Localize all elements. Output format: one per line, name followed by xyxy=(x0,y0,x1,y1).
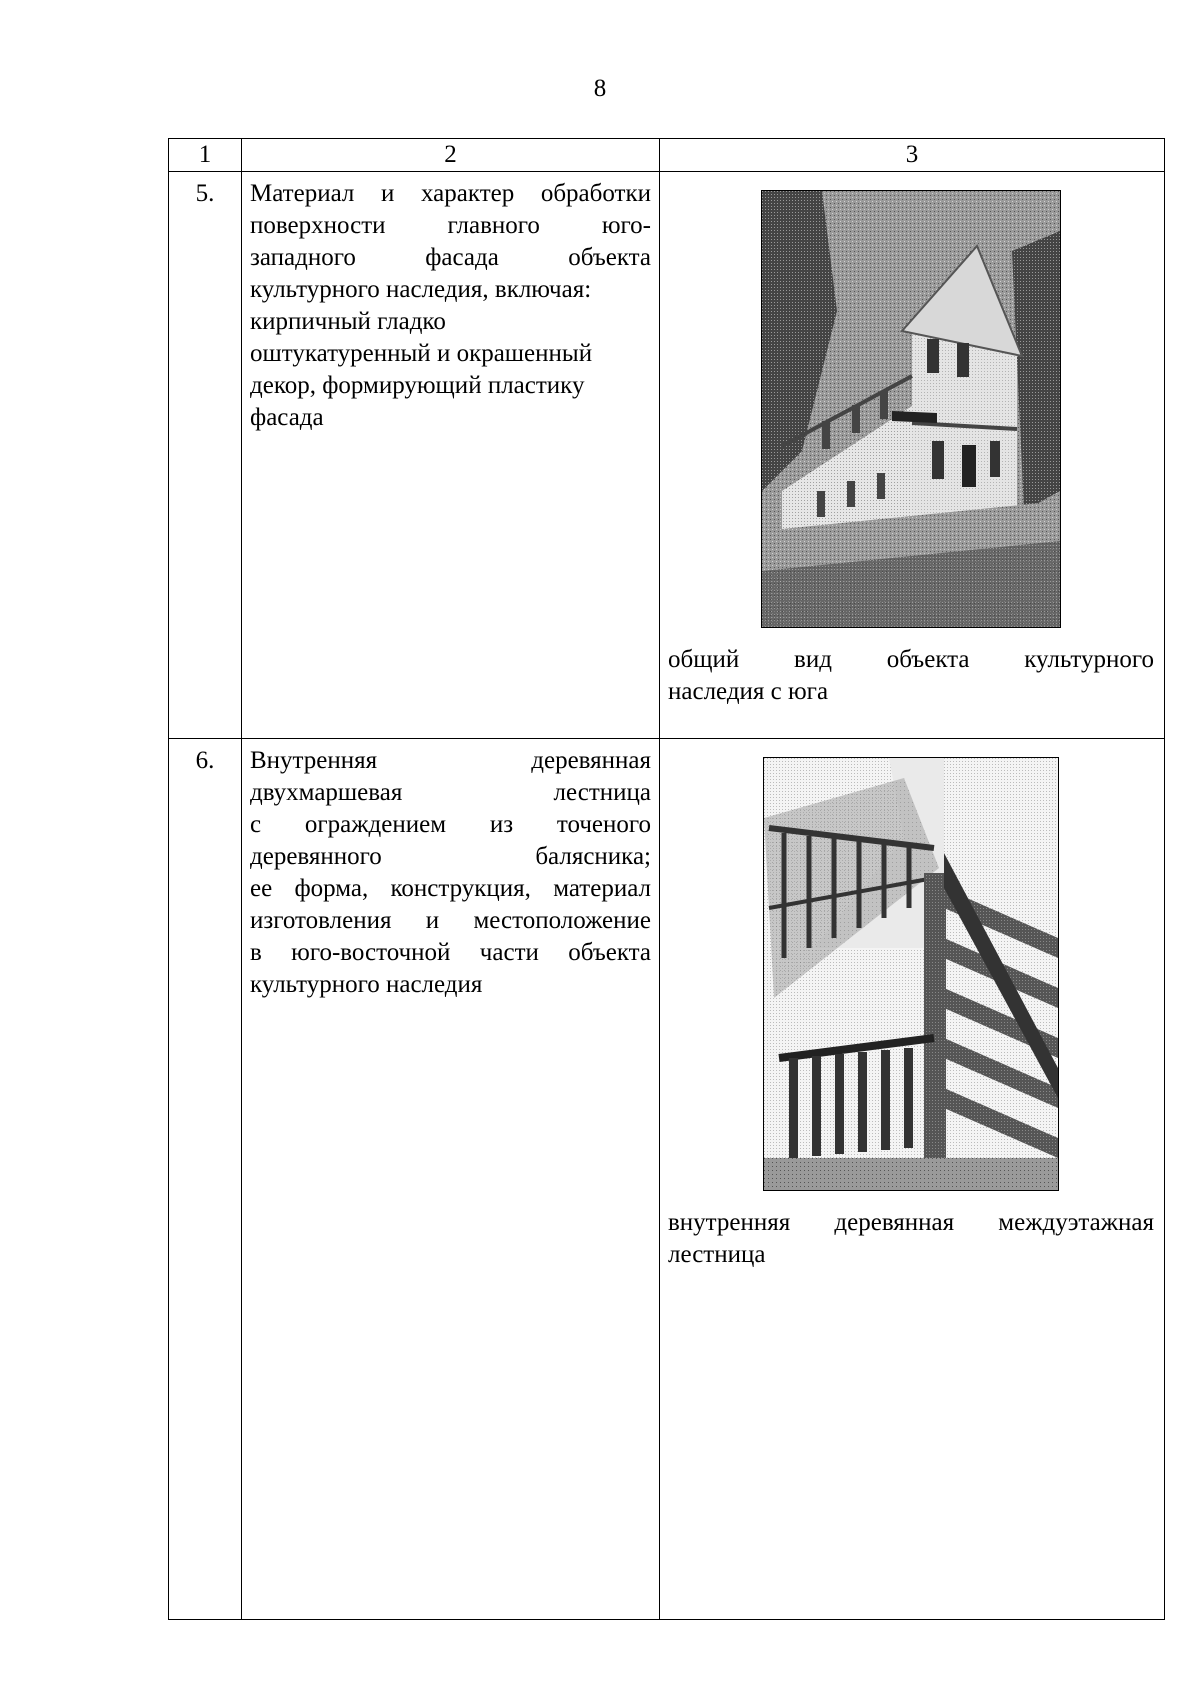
photo-caption xyxy=(668,1207,1154,1271)
row-number: 5. xyxy=(169,172,242,739)
description-line: оштукатуренный и окрашенный xyxy=(250,340,593,367)
description-line: кирпичный гладко xyxy=(250,308,446,335)
header-col-3: 3 xyxy=(660,139,1165,172)
table-row xyxy=(169,739,1165,1620)
heritage-elements-table xyxy=(168,138,1165,1620)
description-line: Материал и характер обработки xyxy=(250,180,651,207)
description-line: декор, формирующий пластику xyxy=(250,372,585,399)
row-illustration xyxy=(660,739,1165,1620)
description-line: фасада xyxy=(250,404,324,431)
description-line: с ограждением из точеного xyxy=(250,811,651,838)
row-number: 6. xyxy=(169,739,242,1620)
caption-line: наследия с юга xyxy=(668,678,829,705)
staircase-photo xyxy=(763,757,1059,1191)
page-number: 8 xyxy=(593,75,607,102)
table-header-row xyxy=(169,139,1165,172)
table-row xyxy=(169,172,1165,739)
description-line: поверхности главного юго- xyxy=(250,212,651,239)
description-line: двухмаршевая лестница xyxy=(250,779,651,806)
description-line: в юго-восточной части объекта xyxy=(250,939,651,966)
header-col-2: 2 xyxy=(242,139,660,172)
building-photo xyxy=(761,190,1061,628)
header-col-1: 1 xyxy=(169,139,242,172)
caption-line: общий вид объекта культурного xyxy=(668,646,1154,673)
row-illustration xyxy=(660,172,1165,739)
description-line: западного фасада объекта xyxy=(250,244,651,271)
description-line: культурного наследия, включая: xyxy=(250,276,592,303)
caption-line: внутренняя деревянная междуэтажная xyxy=(668,1209,1154,1236)
description-line: деревянного балясника; xyxy=(250,843,651,870)
description-line: культурного наследия xyxy=(250,971,483,998)
description-line: Внутренняя деревянная xyxy=(250,747,651,774)
description-line: ее форма, конструкция, материал xyxy=(250,875,651,902)
row-description xyxy=(242,739,660,1620)
description-line: изготовления и местоположение xyxy=(250,907,651,934)
caption-line: лестница xyxy=(668,1241,766,1268)
photo-caption xyxy=(668,644,1154,708)
row-description xyxy=(242,172,660,739)
